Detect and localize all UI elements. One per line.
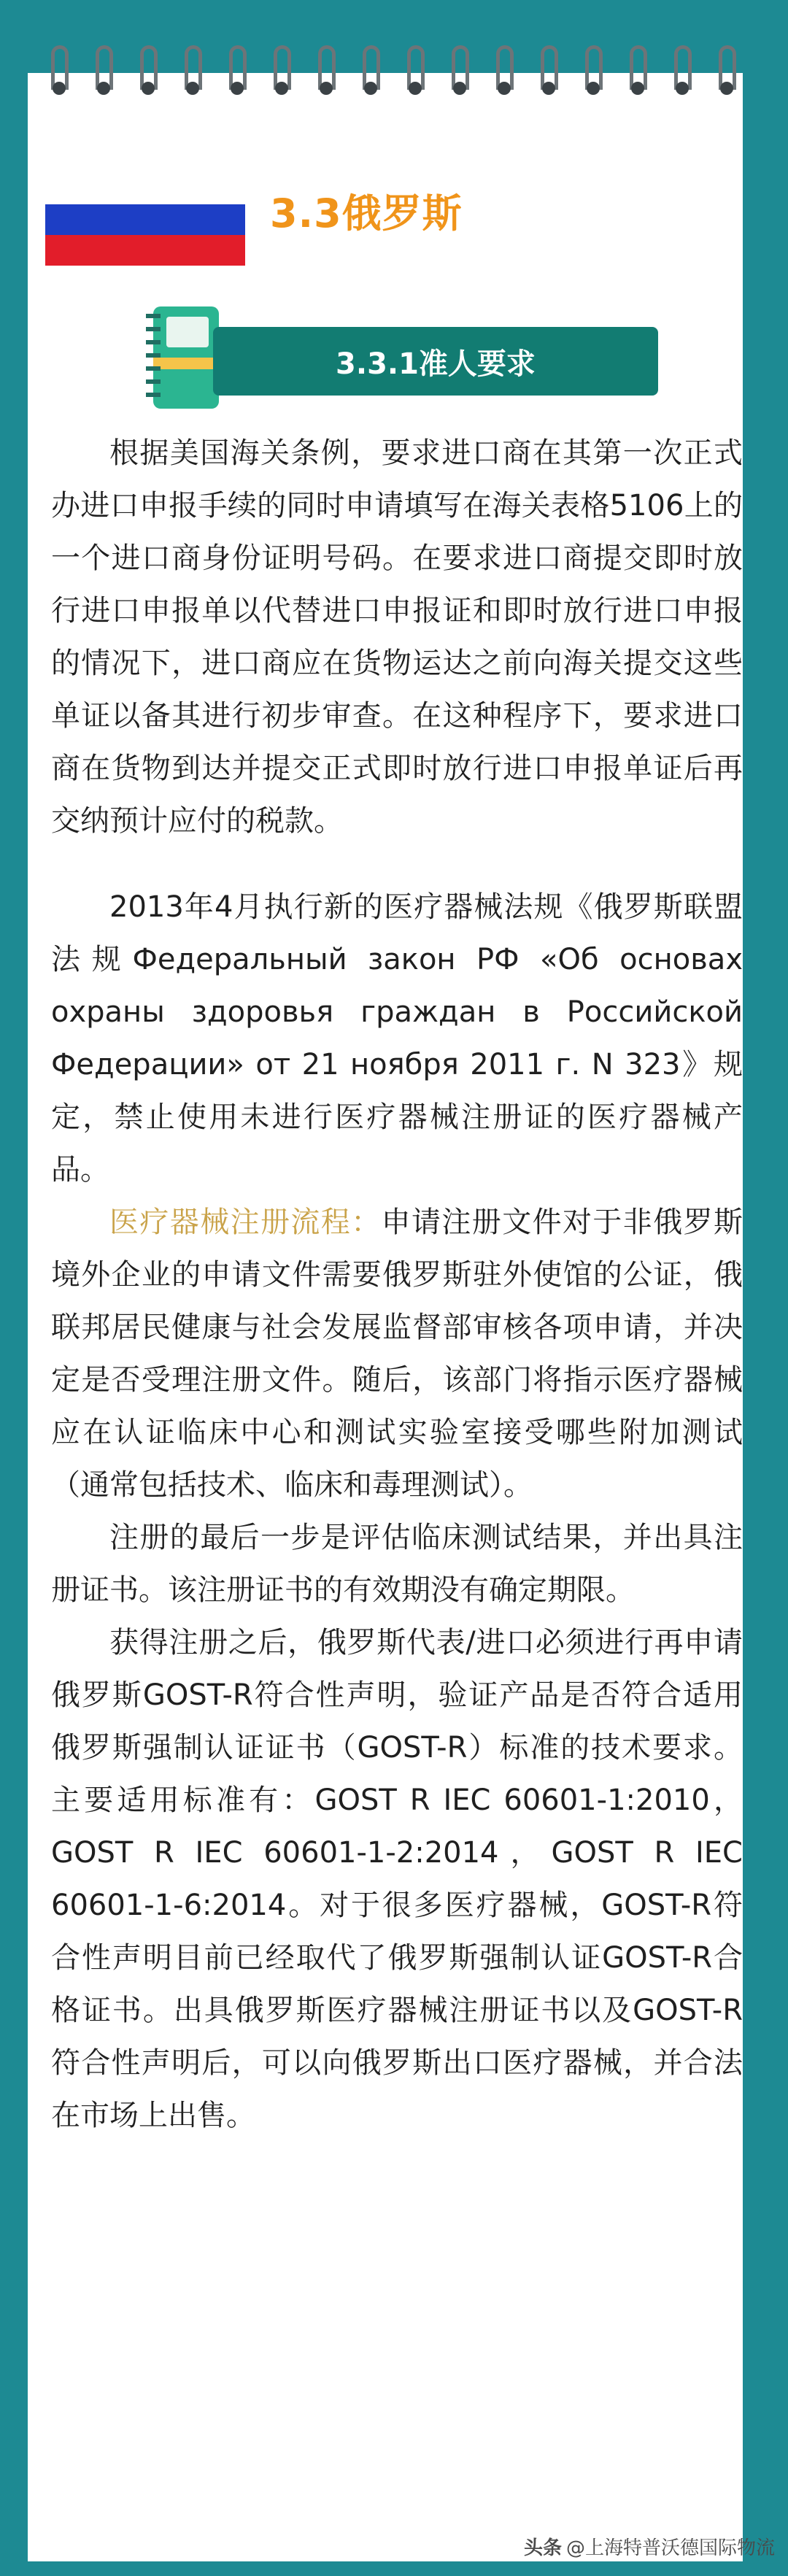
binder-ring-icon bbox=[51, 45, 66, 102]
binder-rings bbox=[0, 45, 788, 111]
paragraph-customs: 根据美国海关条例，要求进口商在其第一次正式办进口申报手续的同时申请填写在海关表格5106上的一个进口商身份证明号码。在要求进口商提交即时放行进口申报单以代替进口申报证和即时放行进口申报的情况下，进口商应在货物运达之前向海关提交这些单证以备其进行初步审查。在这种程序下，要求进口商在货物到达并提交正式即时放行进口申报单证后再交纳预计应付的税款。 bbox=[51, 436, 743, 838]
registration-process-text: 申请注册文件对于非俄罗斯境外企业的申请文件需要俄罗斯驻外使馆的公证，俄联邦居民健康与社会发展监督部审核各项申请，并决定是否受理注册文件。随后，该部门将指示医疗器械应在认证临床中心和测试实验室接受哪些附加测试（通常包括技术、临床和毒理测试）。 bbox=[51, 1206, 743, 1502]
binder-ring-icon bbox=[452, 45, 466, 102]
source-watermark bbox=[524, 2533, 775, 2560]
binder-ring-icon bbox=[585, 45, 600, 102]
article-body bbox=[51, 427, 743, 2142]
binder-ring-icon bbox=[96, 45, 110, 102]
binder-ring-icon bbox=[140, 45, 155, 102]
subsection-header bbox=[213, 327, 658, 396]
subsection-title: 3.3.1准人要求 bbox=[336, 347, 536, 381]
paragraph-registration-process bbox=[51, 1196, 743, 1511]
section-title: 3.3俄罗斯 bbox=[270, 190, 463, 236]
footer-account: @上海特普沃德国际物流 bbox=[565, 2537, 775, 2559]
paragraph-final-step: 注册的最后一步是评估临床测试结果，并出具注册证书。该注册证书的有效期没有确定期限。 bbox=[51, 1521, 743, 1607]
russian-flag-icon bbox=[45, 174, 245, 266]
paragraph-gost-r: 获得注册之后，俄罗斯代表/进口必须进行再申请俄罗斯GOST-R符合性声明，验证产品是否符合适用俄罗斯强制认证证书（GOST-R）标准的技术要求。主要适用标准有：GOST R IEC 60601-1:2010，GOST R IEC 60601-1-2:2014，GOST R IEC 60601-1-6:2014。对于很多医疗器械，GOST-R符合性声明目前已经取代了俄罗斯强制认证GOST-R合格证书。出具俄罗斯医疗器械注册证书以及GOST-R符合性声明后，可以向俄罗斯出口医疗器械，并合法在市场上出售。 bbox=[51, 1626, 743, 2132]
binder-ring-icon bbox=[630, 45, 644, 102]
binder-ring-icon bbox=[229, 45, 244, 102]
binder-ring-icon bbox=[719, 45, 733, 102]
paragraph-regulation: 2013年4月执行新的医疗器械法规《俄罗斯联盟法规Федеральный закон РФ «Об основах охраны здоровья граждан в Российской Федерации» от 21 ноября 2011 г. N 323》规定，禁止使用未进行医疗器械注册证的医疗器械产品。 bbox=[51, 890, 743, 1187]
footer-brand: 头条 bbox=[523, 2537, 562, 2559]
binder-ring-icon bbox=[185, 45, 199, 102]
binder-ring-icon bbox=[674, 45, 689, 102]
binder-ring-icon bbox=[541, 45, 555, 102]
registration-process-label: 医疗器械注册流程： bbox=[109, 1206, 382, 1239]
binder-ring-icon bbox=[318, 45, 333, 102]
binder-ring-icon bbox=[363, 45, 377, 102]
binder-ring-icon bbox=[407, 45, 422, 102]
binder-ring-icon bbox=[274, 45, 288, 102]
binder-ring-icon bbox=[496, 45, 511, 102]
